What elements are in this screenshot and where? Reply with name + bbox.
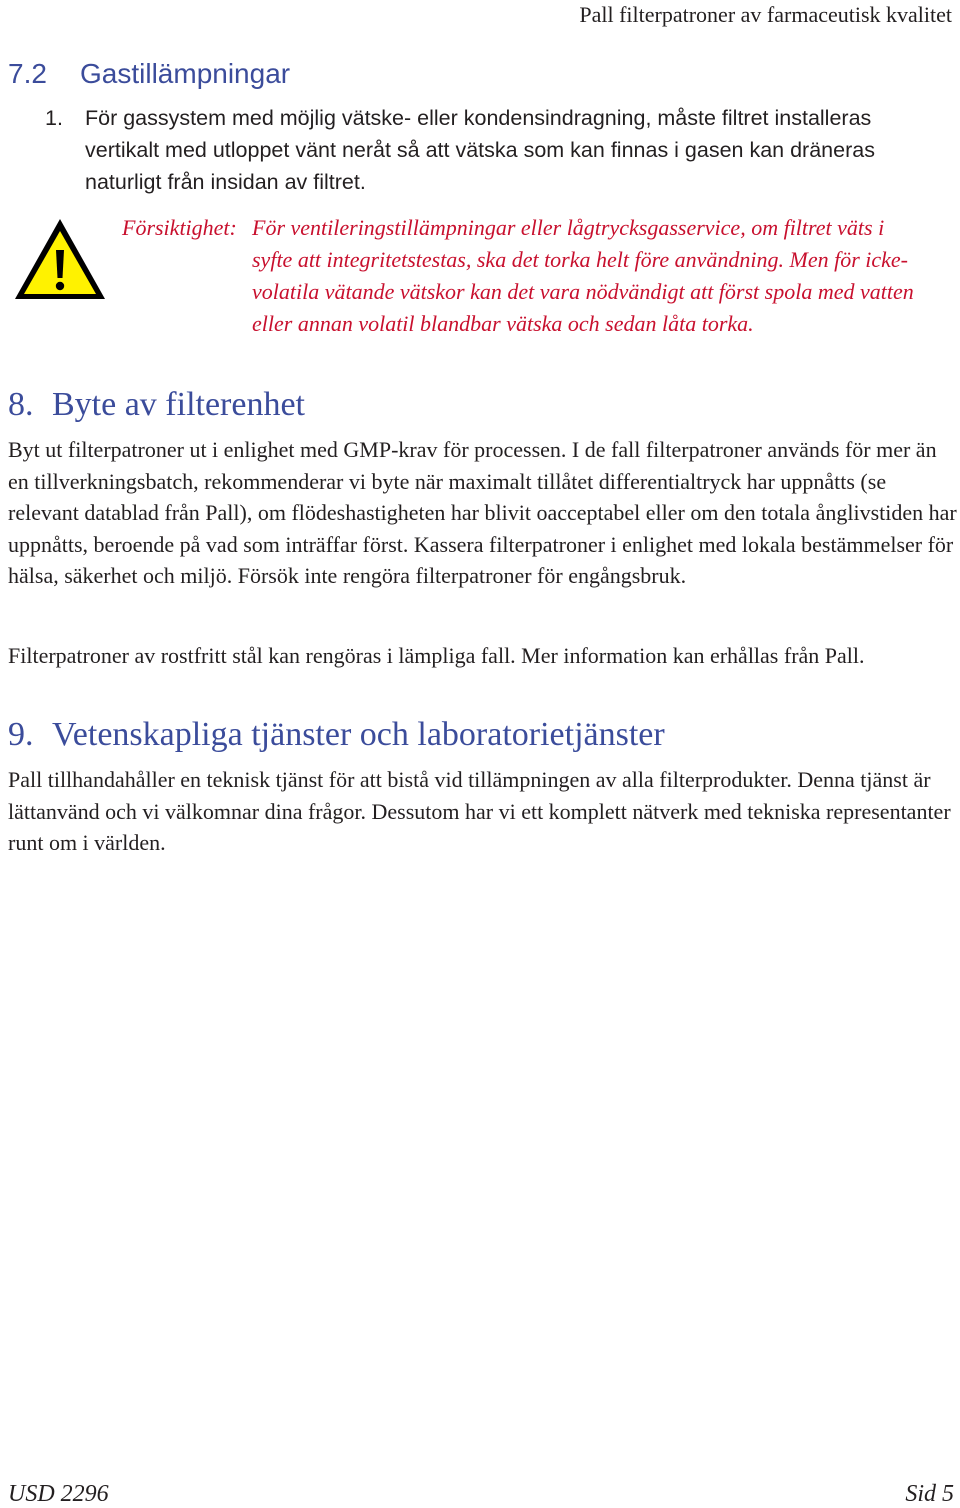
list-item-text: För gassystem med möjlig vätske- eller kondensindragning, måste filtret installeras vertikalt med utloppet vänt neråt så att vätska som kan finnas i gasen kan dräneras naturligt från insidan av filtret.: [85, 106, 875, 194]
section-number: 8.: [8, 386, 34, 423]
warning-triangle-icon: [12, 216, 108, 302]
section-heading-9: [8, 716, 665, 754]
list-item: [45, 102, 945, 198]
subsection-heading: [8, 58, 290, 90]
caution-label: Försiktighet:: [122, 215, 237, 240]
caution-note: [122, 212, 922, 340]
footer-doc-id: USD 2296: [8, 1481, 109, 1507]
section-number: 9.: [8, 716, 34, 753]
paragraph: Byt ut filterpatroner ut i enlighet med GMP-krav för processen. I de fall filterpatroner används för mer än en tillverkningsbatch, rekommenderar vi byte när maximalt tillåtet differentialtryck har uppnåtts (se relevant datablad från Pall), om flödeshastigheten har blivit oacceptabel eller om den totala ånglivstiden har uppnåtts, beroende på vad som inträffar först. Kassera filterpatroner i enlighet med lokala bestämmelser för hälsa, säkerhet och miljö. Försök inte rengöra filterpatroner för engångsbruk.: [8, 437, 957, 588]
caution-text: För ventileringstillämpningar eller lågtrycksgasservice, om filtret väts i syfte att integritetstestas, ska det torka helt före användning. Men för icke-volatila vätande vätskor kan det vara nödvändigt att först spola med vatten eller annan volatil blandbar vätska och sedan låta torka.: [252, 215, 914, 336]
paragraph: Filterpatroner av rostfritt stål kan rengöras i lämpliga fall. Mer information kan erhållas från Pall.: [8, 643, 865, 668]
paragraph: Pall tillhandahåller en teknisk tjänst för att bistå vid tillämpningen av alla filterprodukter. Denna tjänst är lättanvänd och vi välkomnar dina frågor. Dessutom har vi ett komplett nätverk med tekniska representanter runt om i världen.: [8, 767, 951, 855]
section-title: Vetenskapliga tjänster och laboratorietjänster: [52, 716, 665, 753]
list-marker: 1.: [45, 106, 63, 130]
subsection-number: 7.2: [8, 58, 47, 89]
section-title: Byte av filterenhet: [52, 386, 306, 423]
section-heading-8: [8, 386, 305, 424]
subsection-title: Gastillämpningar: [80, 58, 291, 89]
footer-page-number: Sid 5: [905, 1481, 954, 1507]
running-header: Pall filterpatroner av farmaceutisk kvalitet: [579, 2, 952, 27]
